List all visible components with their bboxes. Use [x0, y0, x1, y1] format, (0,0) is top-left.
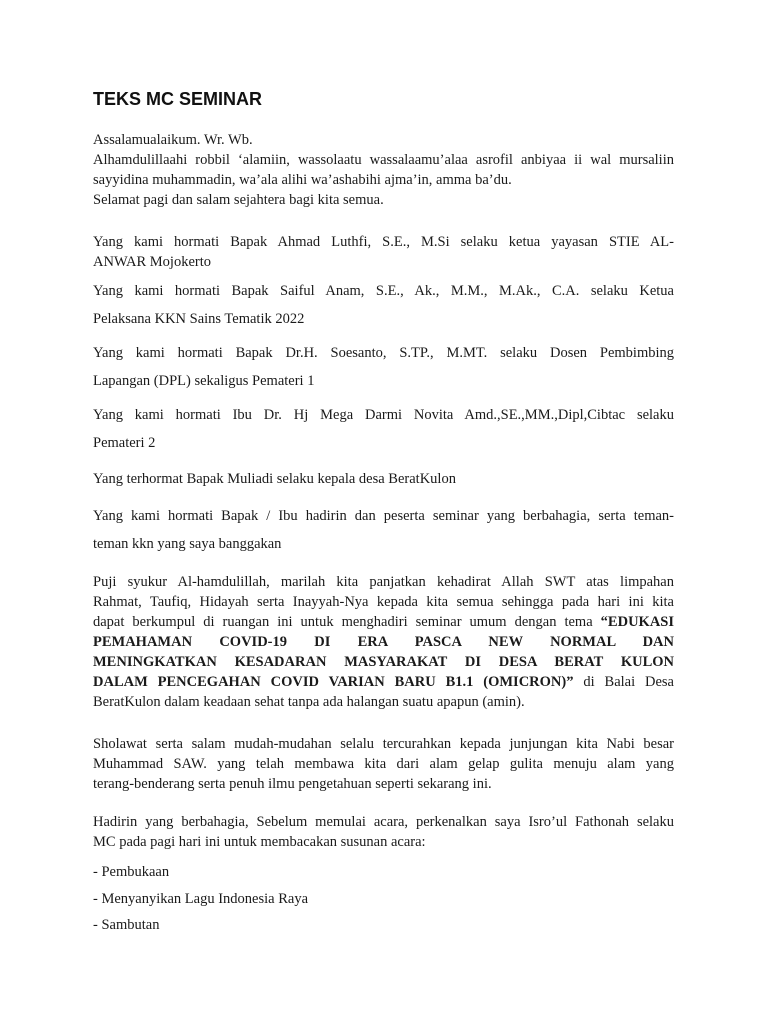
opening-hamdalah-line-2: sayyidina muhammadin, wa’ala alihi wa’ashabihi ajma’in, amma ba’du.	[93, 172, 512, 188]
introduction-paragraph	[93, 812, 674, 852]
sholawat-line: Sholawat serta salam mudah-mudahan selalu tercurahkan kepada junjungan kita Nabi besar	[93, 736, 674, 752]
honorific-line: Yang kami hormati Bapak Ahmad Luthfi, S.E., M.Si selaku ketua yayasan STIE AL-	[93, 234, 674, 250]
honorific-line: Pelaksana KKN Sains Tematik 2022	[93, 311, 305, 327]
gratitude-text: dapat berkumpul di ruangan ini untuk menghadiri seminar umum dengan tema	[93, 614, 601, 630]
gratitude-line	[93, 612, 674, 632]
opening-greeting: Selamat pagi dan salam sejahtera bagi kita semua.	[93, 192, 384, 208]
document-title: TEKS MC SEMINAR	[93, 89, 263, 109]
honorific-line: Yang kami hormati Bapak / Ibu hadirin dan peserta seminar yang berbahagia, serta teman-	[93, 508, 674, 524]
honorific-line: Lapangan (DPL) sekaligus Pemateri 1	[93, 373, 315, 389]
gratitude-line	[93, 672, 674, 692]
honorific-line: Yang kami hormati Bapak Saiful Anam, S.E., Ak., M.M., M.Ak., C.A. selaku Ketua	[93, 283, 674, 299]
sholawat-line: Muhammad SAW. yang telah membawa kita dari alam gelap gulita menuju alam yang	[93, 756, 674, 772]
seminar-theme-text: “EDUKASI	[600, 614, 674, 630]
opening-salam: Assalamualaikum. Wr. Wb.	[93, 132, 253, 148]
honorific-line: Yang kami hormati Bapak Dr.H. Soesanto, S.TP., M.MT. selaku Dosen Pembimbing	[93, 345, 674, 361]
gratitude-text: di Balai Desa	[573, 674, 674, 690]
seminar-theme-line: MENINGKATKAN KESADARAN MASYARAKAT DI DESA BERAT KULON	[93, 654, 674, 670]
gratitude-line: BeratKulon dalam keadaan sehat tanpa ada halangan suatu apapun (amin).	[93, 694, 525, 710]
honorific-line: Yang kami hormati Ibu Dr. Hj Mega Darmi Novita Amd.,SE.,MM.,Dipl,Cibtac selaku	[93, 407, 674, 423]
introduction-line: Hadirin yang berbahagia, Sebelum memulai acara, perkenalkan saya Isro’ul Fathonah selaku	[93, 814, 674, 830]
opening-hamdalah-line-1: Alhamdulillaahi robbil ‘alamiin, wassolaatu wassalaamu’alaa asrofil anbiyaa ii wal mursaliin	[93, 152, 674, 168]
seminar-theme-line: PEMAHAMAN COVID-19 DI ERA PASCA NEW NORMAL DAN	[93, 634, 674, 650]
gratitude-paragraph	[93, 572, 674, 712]
agenda-item: - Pembukaan	[93, 864, 170, 880]
honorific-paragraph	[93, 401, 674, 457]
agenda-item: - Sambutan	[93, 917, 160, 933]
gratitude-line: Rahmat, Taufiq, Hidayah serta Inayyah-Nya kepada kita semua sehingga pada hari ini kita	[93, 594, 674, 610]
honorific-paragraph	[93, 232, 674, 272]
honorific-paragraph	[93, 277, 674, 333]
sholawat-paragraph	[93, 734, 674, 794]
honorific-line: Pemateri 2	[93, 435, 156, 451]
honorific-line: ANWAR Mojokerto	[93, 254, 212, 270]
gratitude-line: Puji syukur Al-hamdulillah, marilah kita panjatkan kehadirat Allah SWT atas limpahan	[93, 574, 674, 590]
sholawat-line: terang-benderang serta penuh ilmu pengetahuan seperti sekarang ini.	[93, 776, 492, 792]
introduction-line: MC pada pagi hari ini untuk membacakan susunan acara:	[93, 834, 426, 850]
honorific-line: teman kkn yang saya banggakan	[93, 536, 282, 552]
honorific-paragraph	[93, 469, 674, 489]
honorific-paragraph	[93, 502, 674, 558]
seminar-theme-text: DALAM PENCEGAHAN COVID VARIAN BARU B1.1 (OMICRON)”	[93, 674, 574, 690]
honorific-paragraph	[93, 339, 674, 395]
opening-paragraph	[93, 130, 674, 210]
agenda-item: - Menyanyikan Lagu Indonesia Raya	[93, 891, 309, 907]
honorific-line: Yang terhormat Bapak Muliadi selaku kepala desa BeratKulon	[93, 471, 456, 487]
